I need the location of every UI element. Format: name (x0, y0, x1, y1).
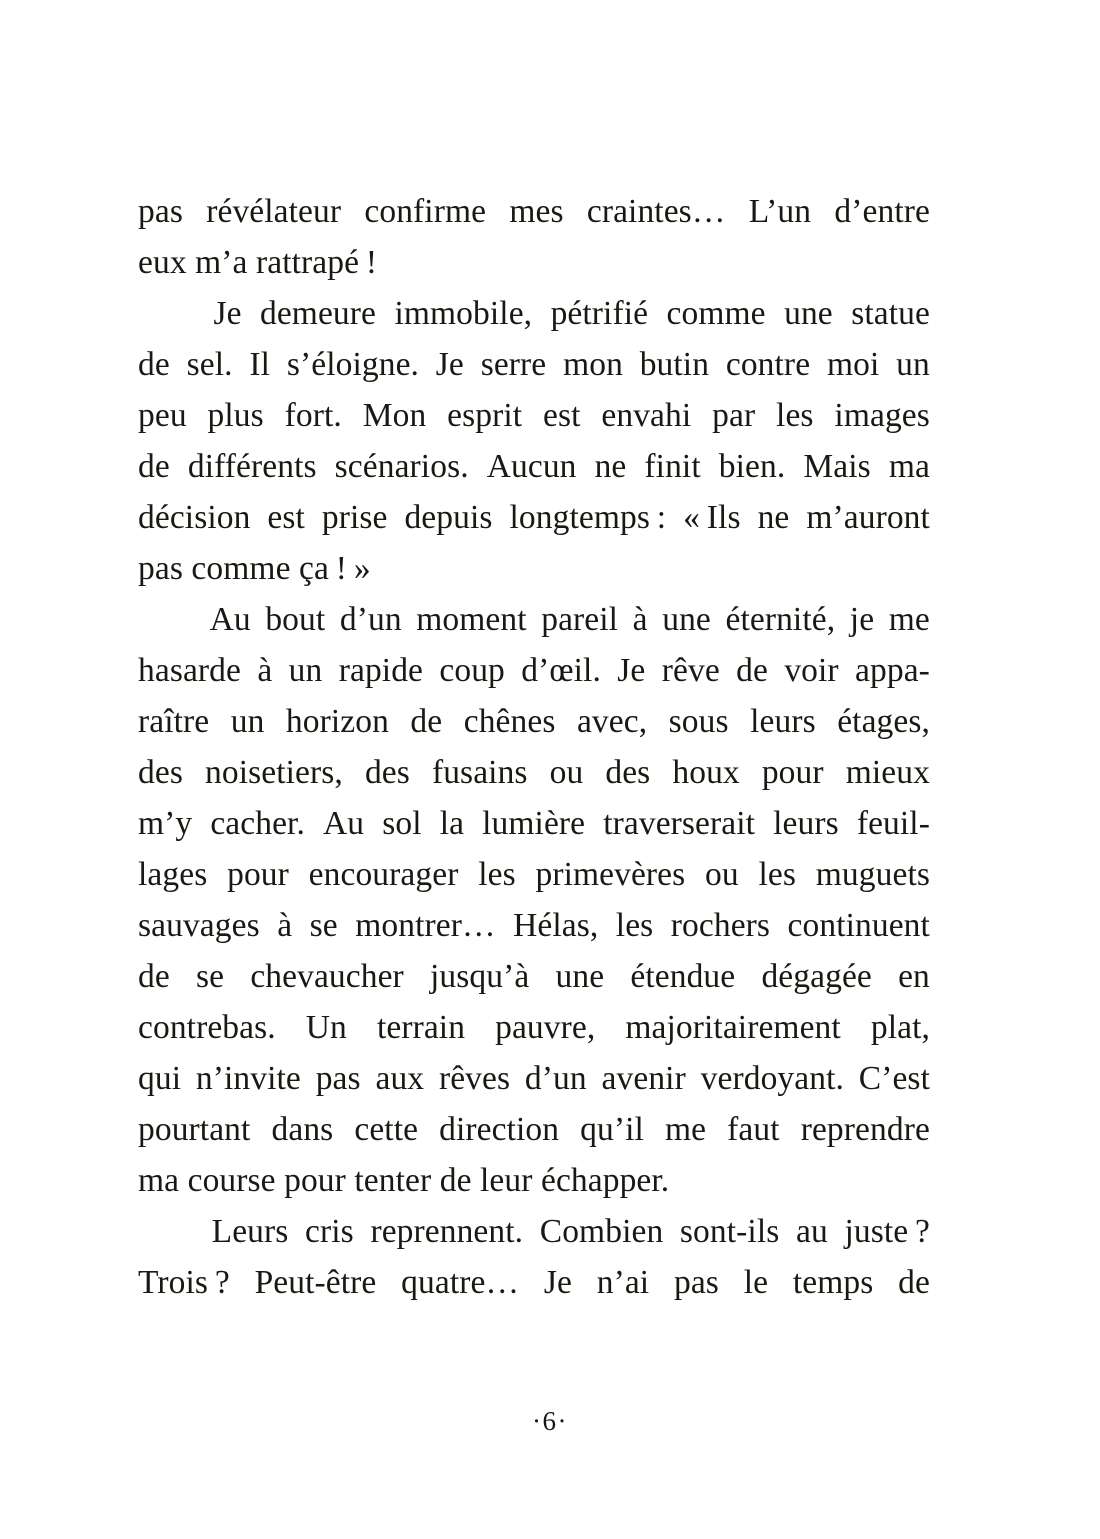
text-line: décision est prise depuis longtemps : « Ils ne m’auront (138, 499, 930, 536)
paragraph (138, 288, 930, 594)
text-line: de se chevaucher jusqu’à une étendue dégagée en (138, 958, 930, 995)
paragraph-indent (138, 1206, 195, 1257)
paragraph-indent (138, 288, 195, 339)
text-line: pas révélateur confirme mes craintes… L’un d’entre (138, 193, 930, 230)
text-line: Trois ? Peut-être quatre… Je n’ai pas le temps de (138, 1264, 930, 1301)
text-line: hasarde à un rapide coup d’œil. Je rêve de voir appa- (138, 652, 930, 689)
text-line: des noisetiers, des fusains ou des houx pour mieux (138, 754, 930, 791)
paragraph (138, 186, 930, 288)
text-line: ma course pour tenter de leur échapper. (138, 1162, 670, 1199)
paragraph (138, 1206, 930, 1308)
text-line: m’y cacher. Au sol la lumière traverserait leurs feuil- (138, 805, 930, 842)
paragraph-indent (138, 594, 195, 645)
paragraph (138, 594, 930, 1206)
text-line: pas comme ça ! » (138, 550, 371, 587)
text-line: contrebas. Un terrain pauvre, majoritairement plat, (138, 1009, 930, 1046)
text-line: sauvages à se montrer… Hélas, les rochers continuent (138, 907, 930, 944)
text-line: lages pour encourager les primevères ou les muguets (138, 856, 930, 893)
text-line: Je demeure immobile, pétrifié comme une statue (138, 288, 930, 339)
text-line: raître un horizon de chênes avec, sous leurs étages, (138, 703, 930, 740)
text-line: pourtant dans cette direction qu’il me faut reprendre (138, 1111, 930, 1148)
body-text-block (138, 186, 930, 1308)
text-line: qui n’invite pas aux rêves d’un avenir verdoyant. C’est (138, 1060, 930, 1097)
text-line: Leurs cris reprennent. Combien sont-ils au juste ? (138, 1206, 930, 1257)
text-line: de différents scénarios. Aucun ne finit bien. Mais ma (138, 448, 930, 485)
text-line: Au bout d’un moment pareil à une éternité, je me (138, 594, 930, 645)
text-line: peu plus fort. Mon esprit est envahi par les images (138, 397, 930, 434)
page-folio: ·6· (532, 1406, 568, 1436)
text-line: de sel. Il s’éloigne. Je serre mon butin contre moi un (138, 346, 930, 383)
text-line: eux m’a rattrapé ! (138, 244, 378, 281)
